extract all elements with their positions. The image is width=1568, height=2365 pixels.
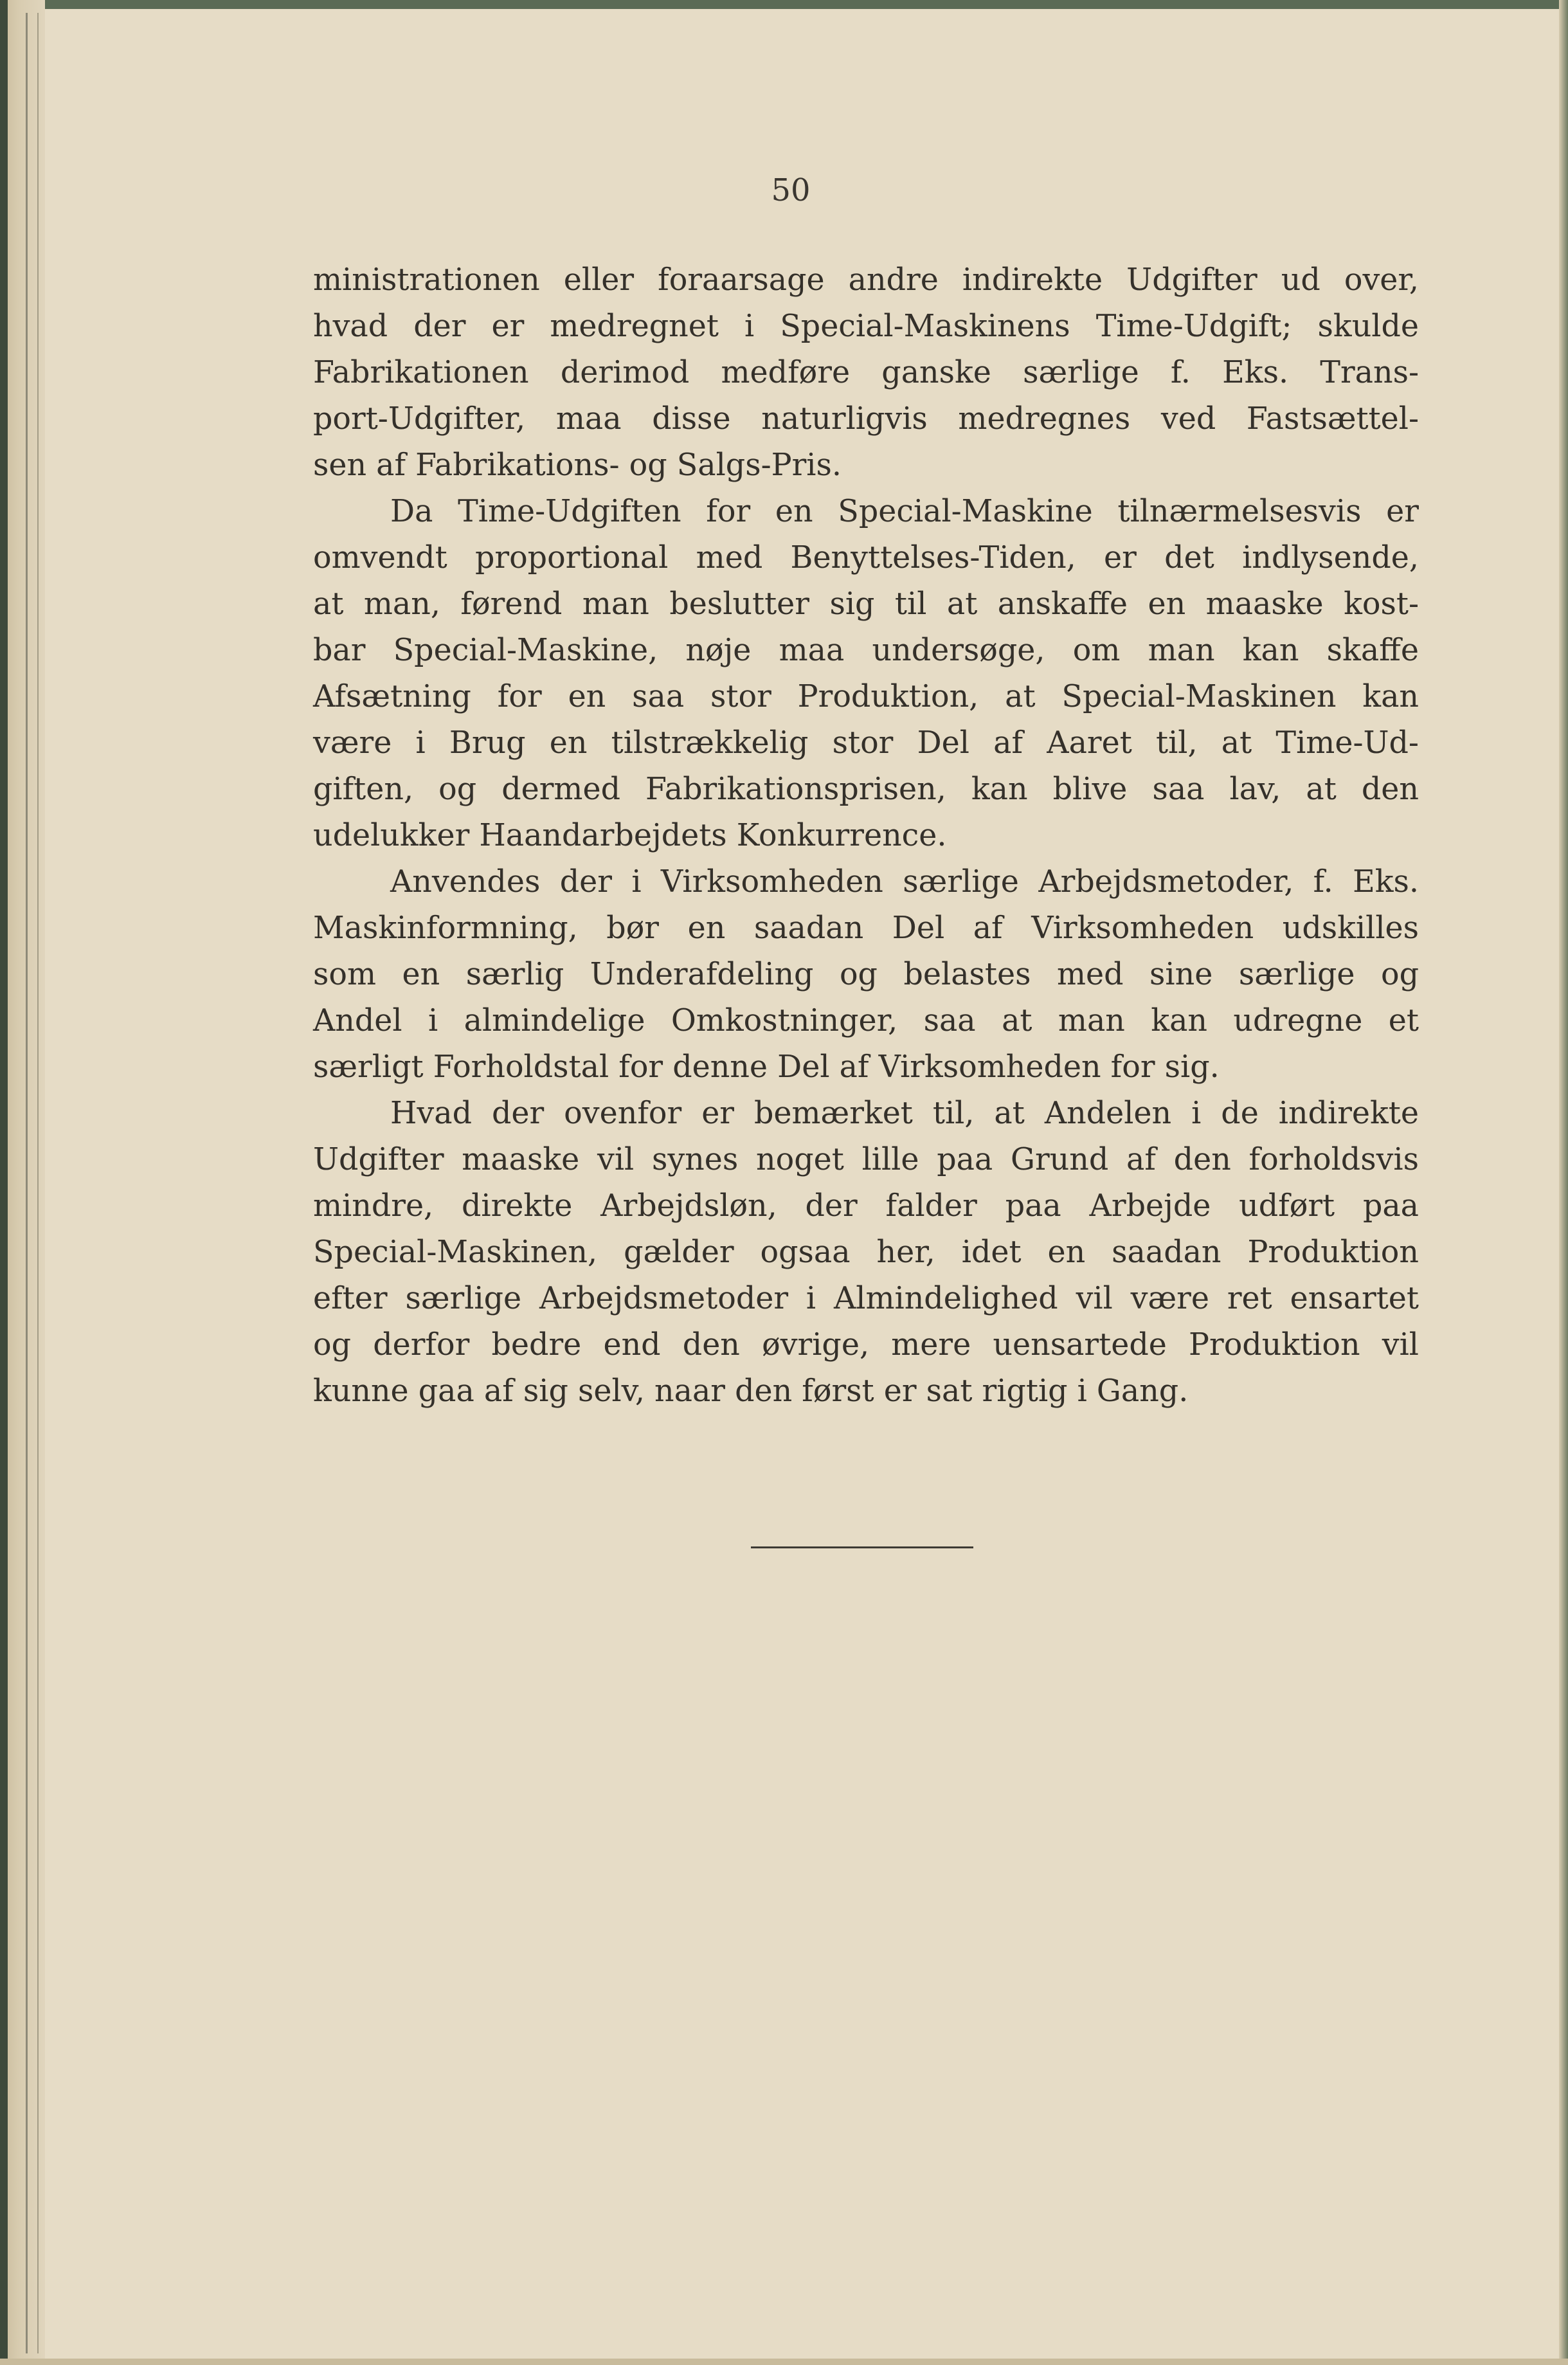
text-line: kunne gaa af sig selv, naar den først er sat rigtig i Gang. [313, 1373, 1189, 1409]
text-line: være i Brug en tilstrækkelig stor Del af Aaret til, at Time-Ud- [313, 725, 1419, 761]
binding-fold-line [37, 13, 39, 2353]
text-line: Maskinformning, bør en saadan Del af Virksomheden udskilles [313, 911, 1419, 946]
text-line: Da Time-Udgiften for en Special-Maskine tilnærmelsesvis er [390, 494, 1419, 529]
text-line: mindre, direkte Arbejdsløn, der falder paa Arbejde udført paa [313, 1188, 1419, 1224]
text-line: og derfor bedre end den øvrige, mere uensartede Produktion vil [313, 1327, 1419, 1363]
text-line: Fabrikationen derimod medføre ganske særlige f. Eks. Trans- [313, 355, 1419, 390]
text-line: bar Special-Maskine, nøje maa undersøge, om man kan skaffe [313, 633, 1419, 668]
text-line: sen af Fabrikations- og Salgs-Pris. [313, 448, 842, 483]
text-line: Afsætning for en saa stor Produktion, at Special-Maskinen kan [313, 679, 1419, 714]
text-line: efter særlige Arbejdsmetoder i Almindelighed vil være ret ensartet [313, 1281, 1419, 1316]
body-text [313, 257, 1419, 1415]
text-line: at man, førend man beslutter sig til at anskaffe en maaske kost- [313, 586, 1419, 622]
text-line: giften, og dermed Fabrikationsprisen, kan blive saa lav, at den [313, 772, 1419, 807]
section-end-rule [751, 1546, 973, 1548]
text-line: særligt Forholdstal for denne Del af Virksomheden for sig. [313, 1049, 1220, 1085]
text-line: udelukker Haandarbejdets Konkurrence. [313, 818, 947, 853]
text-line: Special-Maskinen, gælder ogsaa her, idet en saadan Produktion [313, 1235, 1419, 1270]
page-right-edge [1559, 0, 1568, 2365]
text-line: Udgifter maaske vil synes noget lille paa Grund af den forholdsvis [313, 1142, 1419, 1177]
page-number: 50 [771, 172, 811, 208]
text-line: Anvendes der i Virksomheden særlige Arbejdsmetoder, f. Eks. [390, 864, 1419, 900]
text-line: som en særlig Underafdeling og belastes med sine særlige og [313, 957, 1419, 992]
text-line: Hvad der ovenfor er bemærket til, at Andelen i de indirekte [390, 1096, 1419, 1131]
text-line: Andel i almindelige Omkostninger, saa at man kan udregne et [313, 1003, 1419, 1038]
text-line: hvad der er medregnet i Special-Maskinens Time-Udgift; skulde [313, 309, 1419, 344]
page-bottom-edge [0, 2359, 1568, 2365]
binding-fold-line [26, 13, 28, 2353]
page-top-edge [0, 0, 1568, 9]
text-line: omvendt proportional med Benyttelses-Tiden, er det indlysende, [313, 540, 1419, 575]
text-line: ministrationen eller foraarsage andre indirekte Udgifter ud over, [313, 262, 1419, 298]
text-line: port-Udgifter, maa disse naturligvis medregnes ved Fastsættel- [313, 401, 1419, 437]
